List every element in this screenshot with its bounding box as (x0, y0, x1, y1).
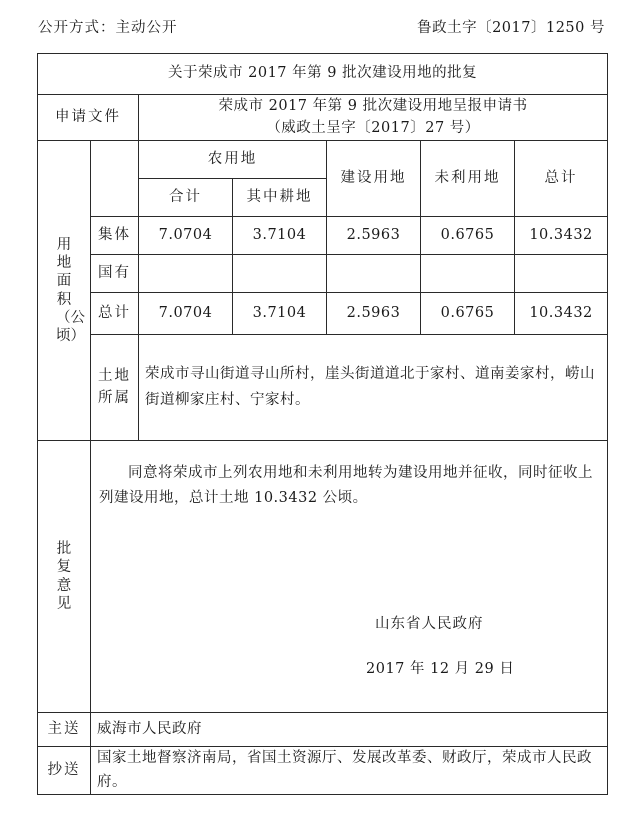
ownership-text: 荣成市寻山街道寻山所村，崖头街道道北于家村、道南姜家村，崂山街道柳家庄村、宁家村。 (139, 335, 608, 441)
cell-unused (421, 255, 515, 293)
copy-to-value: 国家土地督察济南局，省国土资源厅、发展改革委、财政厅，荣成市人民政府。 (91, 747, 608, 795)
ownership-row (38, 335, 608, 441)
cell-agri-farmland (233, 255, 327, 293)
document-title: 关于荣成市 2017 年第 9 批次建设用地的批复 (38, 54, 608, 95)
send-to-row (38, 713, 608, 747)
opinion-label-cell (38, 441, 91, 713)
opinion-cell (91, 441, 608, 713)
cell-agri-farmland: 3.7104 (233, 217, 327, 255)
row-label-state: 国有 (91, 255, 139, 293)
signature-authority: 山东省人民政府 (375, 616, 484, 632)
application-document (139, 95, 608, 141)
blank-header-cell (91, 141, 139, 217)
area-header-row-1 (38, 141, 608, 179)
cell-total (515, 255, 608, 293)
cell-agri-total: 7.0704 (139, 293, 233, 335)
total-header: 总计 (515, 141, 608, 217)
land-area-label: 用地面积（公顷） (56, 237, 85, 344)
approval-date: 2017 年 12 月 29 日 (366, 661, 515, 677)
application-row (38, 95, 608, 141)
cell-construction: 2.5963 (327, 217, 421, 255)
cell-agri-total: 7.0704 (139, 217, 233, 255)
cell-agri-farmland: 3.7104 (233, 293, 327, 335)
ownership-label-cell (91, 335, 139, 441)
copy-to-label: 抄送 (38, 747, 91, 795)
cell-unused: 0.6765 (421, 217, 515, 255)
construction-land-header: 建设用地 (327, 141, 421, 217)
cell-construction (327, 255, 421, 293)
agri-land-header: 农用地 (139, 141, 327, 179)
approval-form-table (37, 53, 608, 795)
unused-land-header: 未利用地 (421, 141, 515, 217)
cell-unused: 0.6765 (421, 293, 515, 335)
application-line-2: （威政土呈字〔2017〕27 号） (266, 119, 480, 136)
cell-total: 10.3432 (515, 217, 608, 255)
cell-total: 10.3432 (515, 293, 608, 335)
ownership-label-line-1: 土地 (98, 368, 131, 385)
opinion-row (38, 441, 608, 713)
row-label-collective: 集体 (91, 217, 139, 255)
application-line-1: 荣成市 2017 年第 9 批次建设用地呈报申请书 (218, 98, 528, 115)
agri-farmland-header: 其中耕地 (233, 179, 327, 217)
disclosure-label: 公开方式：主动公开 (38, 20, 178, 36)
agri-total-header: 合计 (139, 179, 233, 217)
table-row (38, 255, 608, 293)
land-area-label-cell (38, 141, 91, 441)
row-label-total: 总计 (91, 293, 139, 335)
send-to-value: 威海市人民政府 (91, 713, 608, 747)
ownership-label-line-2: 所属 (98, 389, 131, 406)
opinion-text: 同意将荣成市上列农用地和未利用地转为建设用地并征收，同时征收上列建设用地，总计土地 10.3432 公顷。 (99, 465, 593, 507)
send-to-label: 主送 (38, 713, 91, 747)
table-row (38, 293, 608, 335)
copy-to-row (38, 747, 608, 795)
title-row (38, 54, 608, 95)
document-number: 鲁政土字〔2017〕1250 号 (417, 20, 605, 36)
cell-agri-total (139, 255, 233, 293)
table-row (38, 217, 608, 255)
cell-construction: 2.5963 (327, 293, 421, 335)
application-label: 申请文件 (38, 95, 139, 141)
opinion-label: 批复意见 (56, 541, 72, 612)
